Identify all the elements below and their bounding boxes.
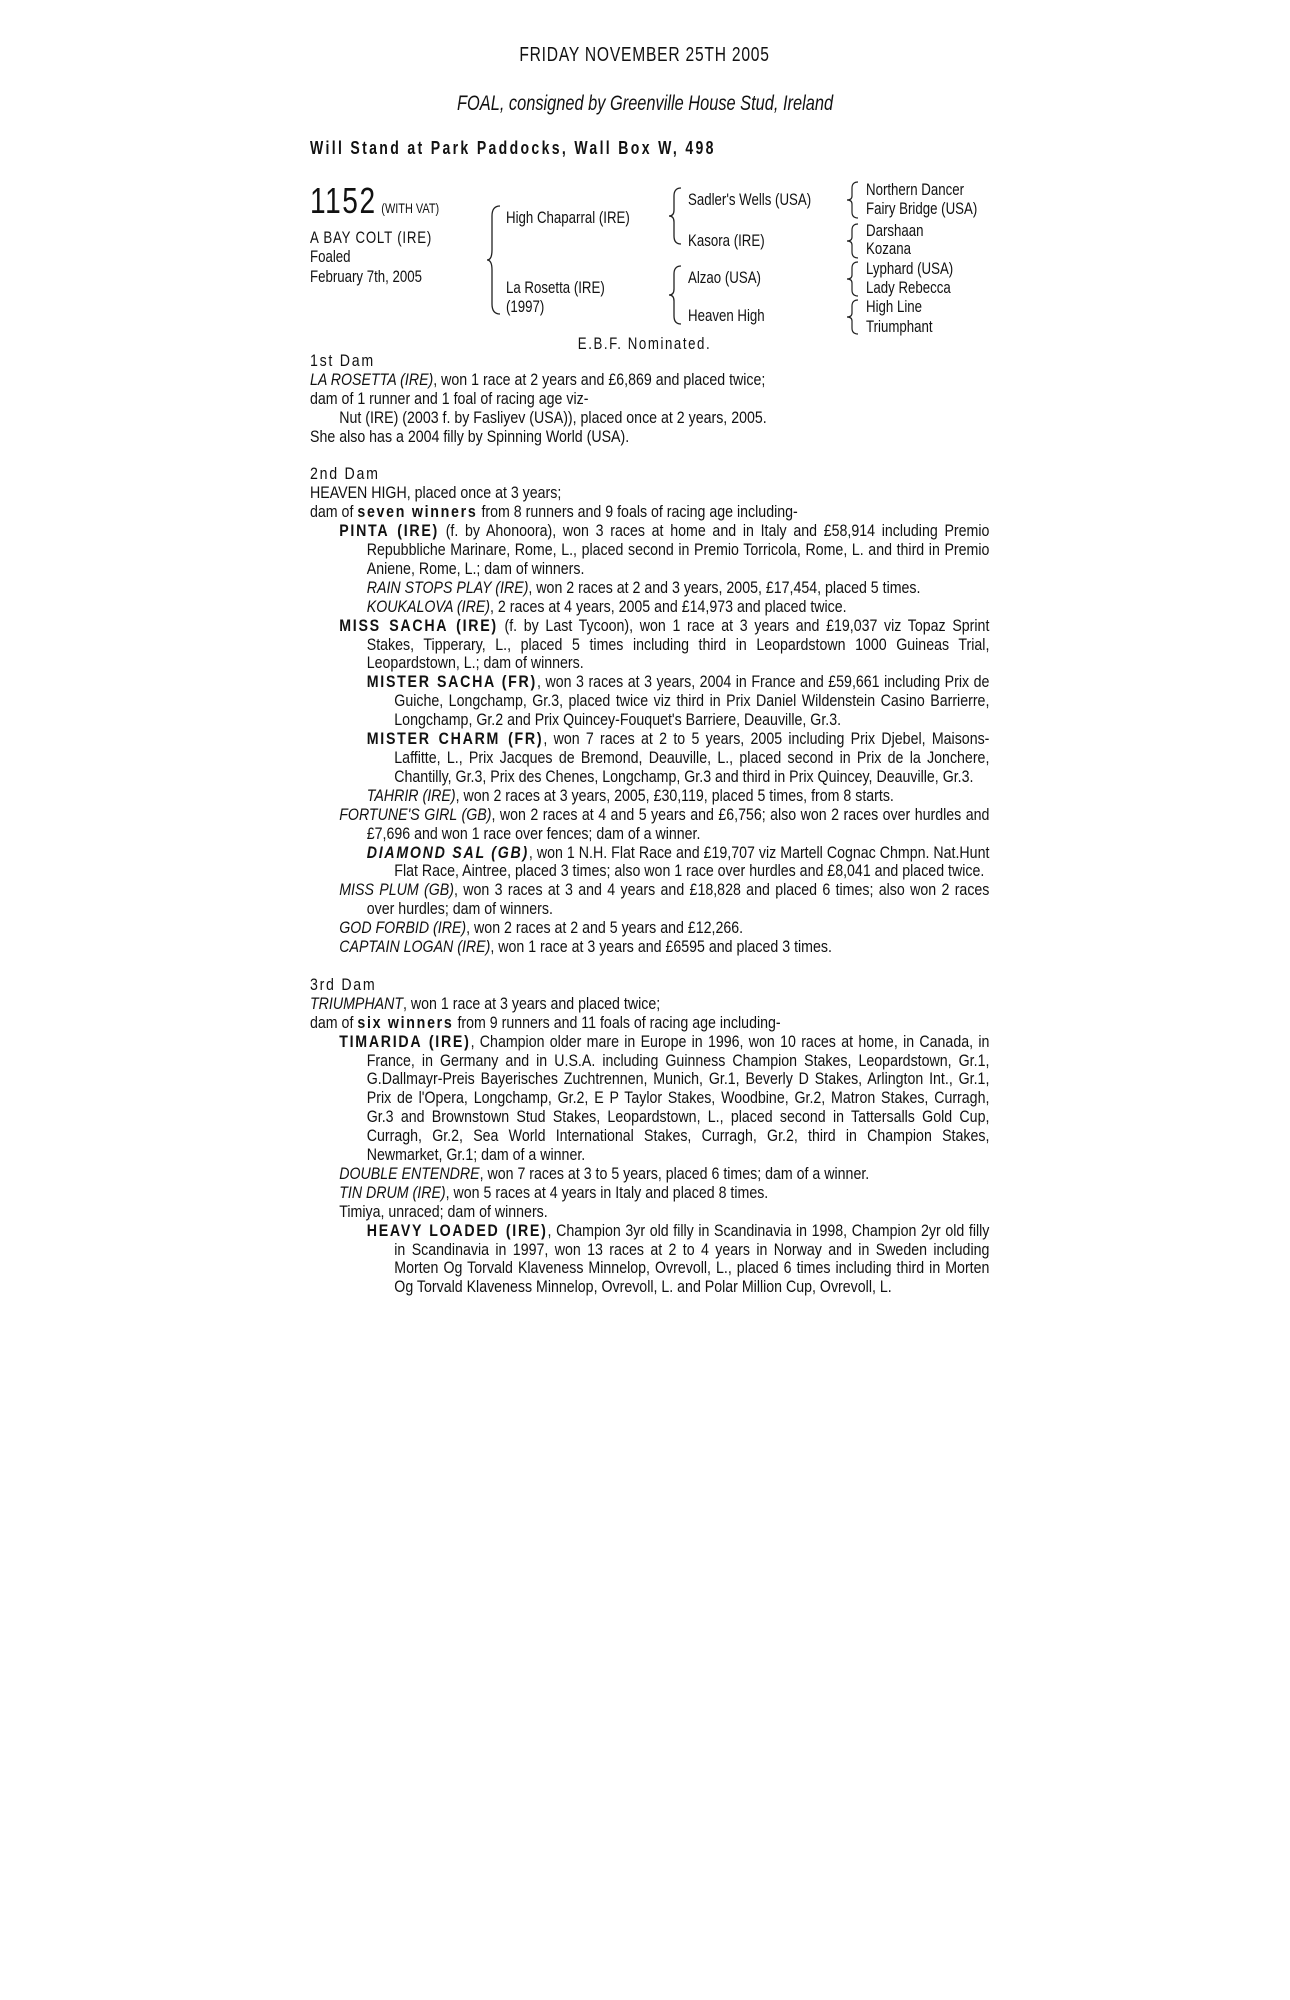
ebf-nominated: E.B.F. Nominated.: [578, 334, 712, 353]
first-dam-line-4: She also has a 2004 filly by Spinning World (USA).: [310, 427, 630, 446]
pedigree-ggp-2: Fairy Bridge (USA): [866, 199, 978, 218]
pedigree-brace-main: [486, 204, 504, 316]
produce-mister-charm: MISTER CHARM (FR), won 7 races at 2 to 5 years, 2005 including Prix Djebel, Maisons-Laffitte, L., Prix Jacques de Bremond, Deauville, L., placed second in Prix de la Jonchere, Chantilly, Gr.3, Prix des Chenes, Longchamp, Gr.3 and third in Prix Quincey, Deauville, Gr.3.: [366, 730, 990, 786]
produce-rain-stops-play: RAIN STOPS PLAY (IRE), won 2 races at 2 and 3 years, 2005, £17,454, placed 5 times.: [366, 578, 921, 597]
produce-fortunes-girl: FORTUNE'S GIRL (GB), won 2 races at 4 and 5 years and £6,756; also won 2 races over hurdles and £7,696 and won 1 race over fences; dam of a winner.: [339, 805, 990, 843]
pedigree-brace-ggp-2: [846, 222, 860, 260]
produce-tin-drum: TIN DRUM (IRE), won 5 races at 4 years in Italy and placed 8 times.: [339, 1183, 769, 1202]
first-dam-line-1: LA ROSETTA (IRE), won 1 race at 2 years and £6,869 and placed twice;: [310, 370, 766, 389]
produce-heavy-loaded: HEAVY LOADED (IRE), Champion 3yr old filly in Scandinavia in 1998, Champion 2yr old filly in Scandinavia in 1997, won 13 races at 2 to 4 years in Norway and in Sweden including Morten Og Torvald Klaveness Minnelop, Ovrevoll, L., placed 6 times including third in Morten Og Torvald Klaveness Minnelop, Ovrevoll, L. and Polar Million Cup, Ovrevoll, L.: [366, 1221, 990, 1297]
first-dam-line-3: Nut (IRE) (2003 f. by Fasliyev (USA)), placed once at 2 years, 2005.: [339, 408, 767, 427]
produce-miss-plum: MISS PLUM (GB), won 3 races at 3 and 4 years and £18,828 and placed 6 times; also won 2 races over hurdles; dam of winners.: [339, 881, 990, 919]
produce-koukalova: KOUKALOVA (IRE), 2 races at 4 years, 2005 and £14,973 and placed twice.: [366, 597, 847, 616]
pedigree-dam-dam: Heaven High: [688, 306, 765, 325]
produce-mister-sacha: MISTER SACHA (FR), won 3 races at 3 years, 2004 in France and £59,661 including Prix de Guiche, Longchamp, Gr.3, placed twice viz third in Prix Daniel Wildenstein Casino Barrierre, Longchamp, Gr.2 and Prix Quincey-Fouquet's Barriere, Deauville, Gr.3.: [366, 673, 990, 730]
produce-god-forbid: GOD FORBID (IRE), won 2 races at 2 and 5 years and £12,266.: [339, 919, 744, 938]
pedigree-ggp-4: Kozana: [866, 239, 911, 258]
produce-tahrir: TAHRIR (IRE), won 2 races at 3 years, 2005, £30,119, placed 5 times, from 8 starts.: [366, 786, 894, 805]
pedigree-ggp-8: Triumphant: [866, 317, 933, 336]
produce-pinta: PINTA (IRE) (f. by Ahonoora), won 3 races at home and in Italy and £58,914 including Premio Repubbliche Marinare, Rome, L., placed second in Premio Torricola, Rome, L. and third in Premio Aniene, Rome, L.; dam of winners.: [339, 522, 990, 578]
pedigree-brace-ggp-3: [846, 260, 860, 298]
lot-header: [310, 180, 476, 222]
pedigree-brace-ggp-1: [846, 180, 860, 220]
produce-captain-logan: CAPTAIN LOGAN (IRE), won 1 race at 3 years and £6595 and placed 3 times.: [339, 938, 832, 957]
pedigree-ggp-3: Darshaan: [866, 221, 924, 240]
pedigree-dam: La Rosetta (IRE): [506, 278, 605, 297]
pedigree-ggp-5: Lyphard (USA): [866, 259, 954, 278]
pedigree-ggp-7: High Line: [866, 297, 923, 316]
sale-date: FRIDAY NOVEMBER 25TH 2005: [519, 44, 771, 66]
third-dam-line-1: TRIUMPHANT, won 1 race at 3 years and placed twice;: [310, 994, 661, 1013]
third-dam-line-2: dam of six winners from 9 runners and 11 foals of racing age including-: [310, 1013, 781, 1032]
second-dam-line-1: HEAVEN HIGH, placed once at 3 years;: [310, 484, 562, 503]
foaled-date: February 7th, 2005: [310, 267, 423, 286]
third-dam-heading: 3rd Dam: [310, 975, 377, 994]
pedigree-brace-dam: [668, 264, 684, 326]
pedigree-brace-ggp-4: [846, 298, 860, 336]
pedigree-dam-year: (1997): [506, 297, 545, 316]
pedigree-sire: High Chaparral (IRE): [506, 208, 630, 227]
lot-number: 1152: [310, 180, 377, 221]
pedigree-sire-dam: Kasora (IRE): [688, 231, 765, 250]
second-dam-line-2: dam of seven winners from 8 runners and 9 foals of racing age including-: [310, 503, 798, 522]
pedigree-dam-sire: Alzao (USA): [688, 268, 761, 287]
produce-timiya: Timiya, unraced; dam of winners.: [339, 1202, 548, 1221]
produce-double-entendre: DOUBLE ENTENDRE, won 7 races at 3 to 5 years, placed 6 times; dam of a winner.: [339, 1164, 870, 1183]
produce-diamond-sal: DIAMOND SAL (GB), won 1 N.H. Flat Race and £19,707 viz Martell Cognac Chmpn. Nat.Hunt Flat Race, Aintree, placed 3 times; also won 1 race over hurdles and £8,041 and placed twice.: [366, 843, 990, 881]
first-dam-heading: 1st Dam: [310, 352, 375, 370]
consignor-line: FOAL, consigned by Greenville House Stud, Ireland: [456, 92, 834, 115]
produce-miss-sacha: MISS SACHA (IRE) (f. by Last Tycoon), won 1 race at 3 years and £19,037 viz Topaz Sprint Stakes, Tipperary, L., placed 5 times including third in Leopardstown 1000 Guineas Trial, Leopardstown, L.; dam of winners.: [339, 616, 990, 673]
produce-timarida: TIMARIDA (IRE), Champion older mare in Europe in 1996, won 10 races at home, in Canada, in France, in Germany and in U.S.A. including Guinness Champion Stakes, Leopardstown, Gr.1, G.Dallmayr-Preis Bayerisches Zuchtrennen, Munich, Gr.1, Beverly D Stakes, Arlington Int., Gr.1, Prix de l'Opera, Longchamp, Gr.2, E P Taylor Stakes, Woodbine, Gr.2, Matron Stakes, Curragh, Gr.3 and Brownstown Stud Stakes, Leopardstown, L., placed second in Tattersalls Gold Cup, Curragh, Gr.2, Sea World International Stakes, Curragh, Gr.2, third in Champion Stakes, Newmarket, Gr.1; dam of a winner.: [339, 1032, 990, 1165]
dam-details: [310, 352, 990, 1297]
second-dam-heading: 2nd Dam: [310, 465, 380, 484]
pedigree-sire-sire: Sadler's Wells (USA): [688, 190, 812, 209]
stand-location: Will Stand at Park Paddocks, Wall Box W, 498: [310, 138, 716, 158]
lot-vat: (WITH VAT): [381, 200, 440, 216]
foaled-label: Foaled: [310, 247, 351, 266]
pedigree-brace-sire: [668, 186, 684, 246]
first-dam-line-2: dam of 1 runner and 1 foal of racing age viz-: [310, 389, 589, 408]
pedigree-ggp-6: Lady Rebecca: [866, 278, 951, 297]
pedigree-ggp-1: Northern Dancer: [866, 180, 965, 199]
lot-description: A BAY COLT (IRE): [310, 228, 433, 247]
